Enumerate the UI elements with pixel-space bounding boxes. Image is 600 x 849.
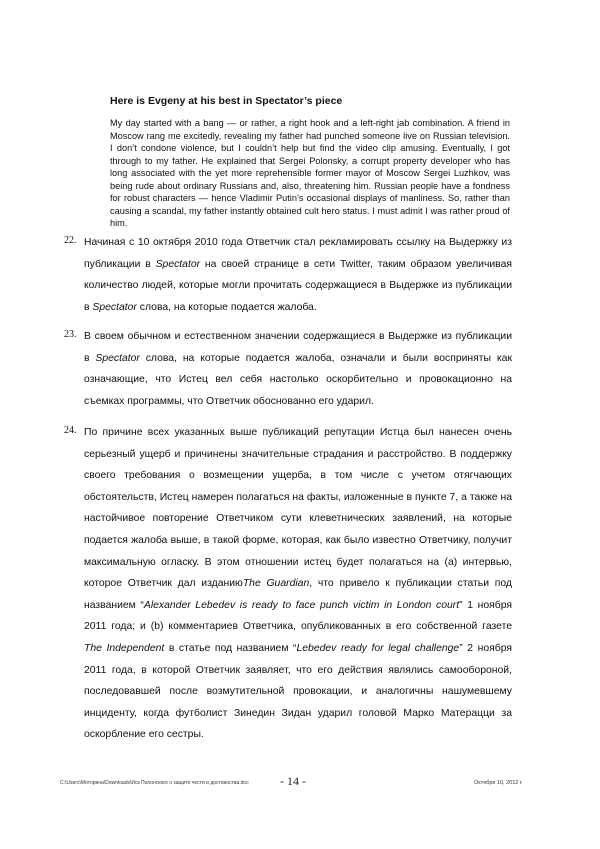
italic-text-segment: Spectator <box>95 352 140 364</box>
italic-text-segment: Spectator <box>155 258 201 270</box>
text-segment: Начиная с 10 октября 2010 года Ответчик стал рекламировать ссылку на Выдержку из публикации в <box>84 237 512 270</box>
text-segment: слова, на которые подается жалоба. <box>136 301 317 313</box>
paragraph-24 <box>62 422 512 746</box>
footer-page-number: - 14 - <box>280 774 306 788</box>
text-segment: , что привело к публикации статьи под названием “ <box>84 578 512 611</box>
quote-text: My day started with a bang — or rather, a right hook and a left-right jab combination. A friend in Moscow rang me excitedly, revealing my father had punched someone live on Russian television. I don’t condone violence, but I couldn’t help but find the video clip amusing. Eventually, I got through to my father. He explained that Sergei Polonsky, a corrupt property developer who has long associated with the yet more reprehensible former mayor of Moscow Sergei Luzhkov, was being rude about ordinary Russians and, also, threatening him. Russian people have a fondness for robust characters — hence Vladimir Putin’s occasional displays of manliness. So, rather than causing a scandal, my father instantly obtained cult hero status. I must admit I was rather proud of him. <box>110 118 510 228</box>
italic-text-segment: Lebedev ready for legal challenge <box>296 642 460 654</box>
paragraph-text <box>84 232 512 318</box>
footer-date: Октября 10, 2012 г. <box>474 780 523 786</box>
paragraph-22 <box>62 232 512 318</box>
paragraph-text <box>84 326 512 412</box>
italic-text-segment: The Guardian <box>242 578 310 590</box>
quote-block <box>110 95 510 230</box>
text-segment: ” 2 ноября 2011 года, в которой Ответчик заявляет, что его действия являлись самообороной, последовавшей после возмутительной провокации, и аналогичны нашумевшему инциденту, когда футболист Зинедин Зидан ударил головой Марко Матерацци за оскорбление его сестры. <box>84 642 512 741</box>
page-footer <box>0 772 600 792</box>
paragraph-23 <box>62 326 512 412</box>
italic-text-segment: The Independent <box>84 642 165 654</box>
italic-text-segment: Spectator <box>92 301 137 313</box>
paragraph-number: 23. <box>64 329 77 340</box>
paragraph-number: 24. <box>64 425 77 436</box>
text-segment: В своем обычном и естественном значении содержащиеся в Выдержке из публикации в <box>84 331 512 364</box>
text-segment: слова, на которые подается жалоба, означали и были восприняты как означающие, что Истец вел себя настолько оскорбительно и провокационно на съемках программы, что Ответчик обоснованно его ударил. <box>84 352 512 407</box>
text-segment: в статье под названием “ <box>164 642 297 654</box>
paragraph-number: 22. <box>64 235 77 246</box>
quote-heading: Here is Evgeny at his best in Spectator’s piece <box>110 95 343 107</box>
footer-file-path: C:\Users\Моторина\Downloads\Иск Полонского о защите чести и достоинства.doc <box>60 780 249 786</box>
italic-text-segment: Alexander Lebedev is ready to face punch victim in London court <box>143 599 460 611</box>
text-segment: По причине всех указанных выше публикаций репутации Истца был нанесен очень серьезный ущерб и причинены значительные страдания и расстройство. В поддержку своего требования о возмещении ущерба, в том числе с учетом отягчающих обстоятельств, Истец намерен полагаться на факты, изложенные в пункте 7, а также на настойчивое повторение Ответчиком сути клеветнических заявлений, на которые подается жалоба выше, в такой форме, которая, как было известно Ответчику, получит максимальную огласку. В этом отношении истец будет полагаться на (а) интервью, которое Ответчик дал изданию <box>84 427 512 590</box>
text-segment: на своей странице в сети Twitter, таким образом увеличивая количество людей, которые могли прочитать содержащиеся в Выдержке из публикации в <box>84 258 512 313</box>
paragraph-text <box>84 422 512 746</box>
text-segment: ” 1 ноября 2011 года; и (b) комментариев Ответчика, опубликованных в его собственной газете <box>84 599 512 633</box>
